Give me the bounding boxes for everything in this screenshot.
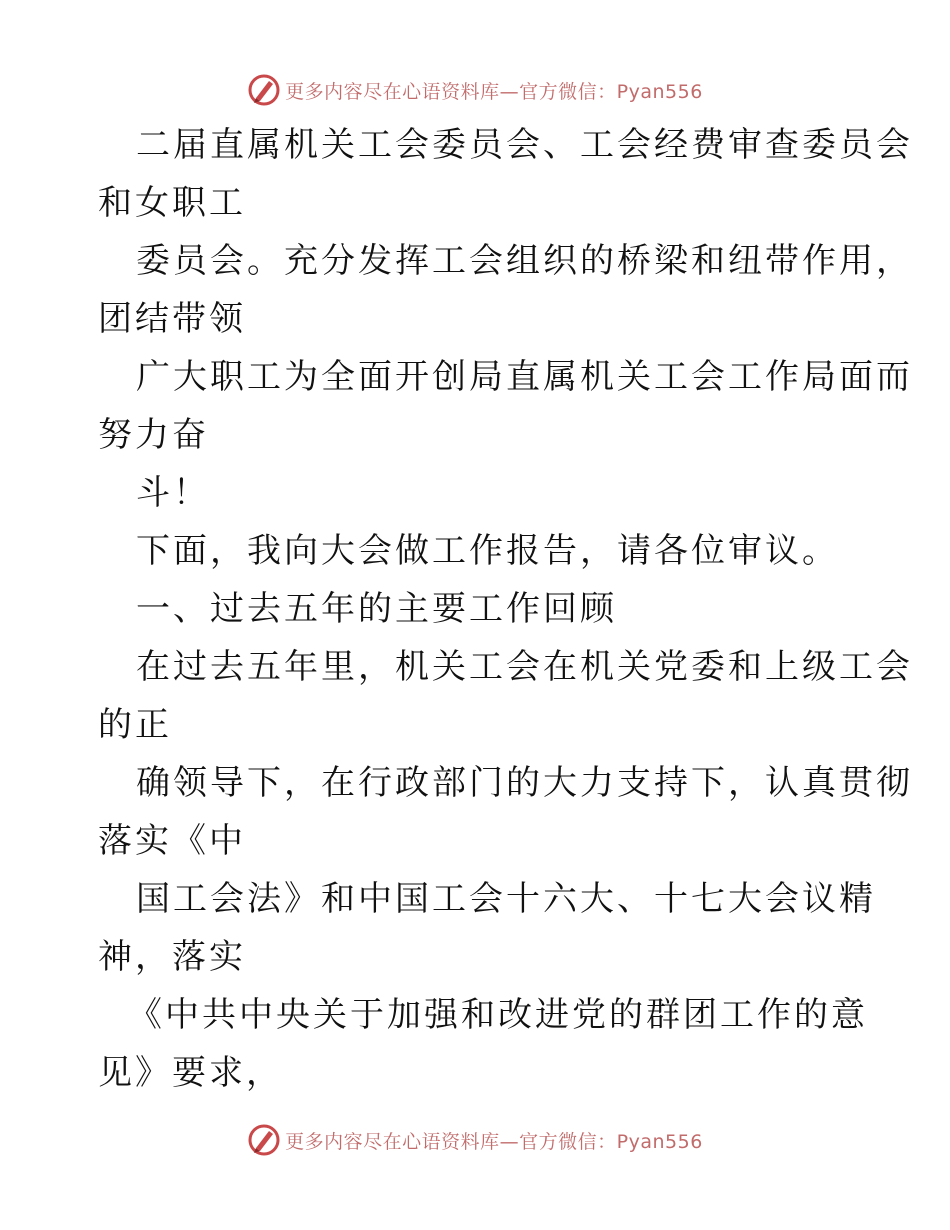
text-line: 确领导下，在行政部门的大力支持下，认真贯彻 [136, 763, 913, 803]
text-line: 见》要求， [98, 1053, 283, 1093]
text-line: 努力奋 [98, 415, 209, 455]
text-line: 在过去五年里，机关工会在机关党委和上级工会 [136, 647, 913, 687]
footer-banner-text: 更多内容尽在心语资料库—官方微信：Pyan556 [285, 1130, 703, 1153]
text-line: 和女职工 [98, 183, 246, 223]
footer-banner [0, 1120, 950, 1160]
text-line: 的正 [98, 705, 172, 745]
pen-logo-icon [247, 1123, 281, 1157]
text-line: 神，落实 [98, 937, 246, 977]
header-banner [0, 70, 950, 110]
text-line: 广大职工为全面开创局直属机关工会工作局面而 [136, 357, 913, 397]
text-line: 落实《中 [98, 821, 246, 861]
header-banner-text: 更多内容尽在心语资料库—官方微信：Pyan556 [285, 80, 703, 103]
text-line: 国工会法》和中国工会十六大、十七大会议精 [136, 879, 876, 919]
text-line: 委员会。充分发挥工会组织的桥梁和纽带作用， [136, 241, 913, 281]
text-line: 团结带领 [98, 299, 246, 339]
text-line: 斗！ [136, 473, 210, 513]
pen-logo-icon [247, 73, 281, 107]
body-text [98, 116, 913, 1102]
text-line: 《中共中央关于加强和改进党的群团工作的意 [128, 995, 868, 1035]
section-heading: 一、过去五年的主要工作回顾 [136, 589, 617, 629]
text-line: 下面，我向大会做工作报告，请各位审议。 [136, 531, 839, 571]
text-line: 二届直属机关工会委员会、工会经费审查委员会 [136, 125, 913, 165]
